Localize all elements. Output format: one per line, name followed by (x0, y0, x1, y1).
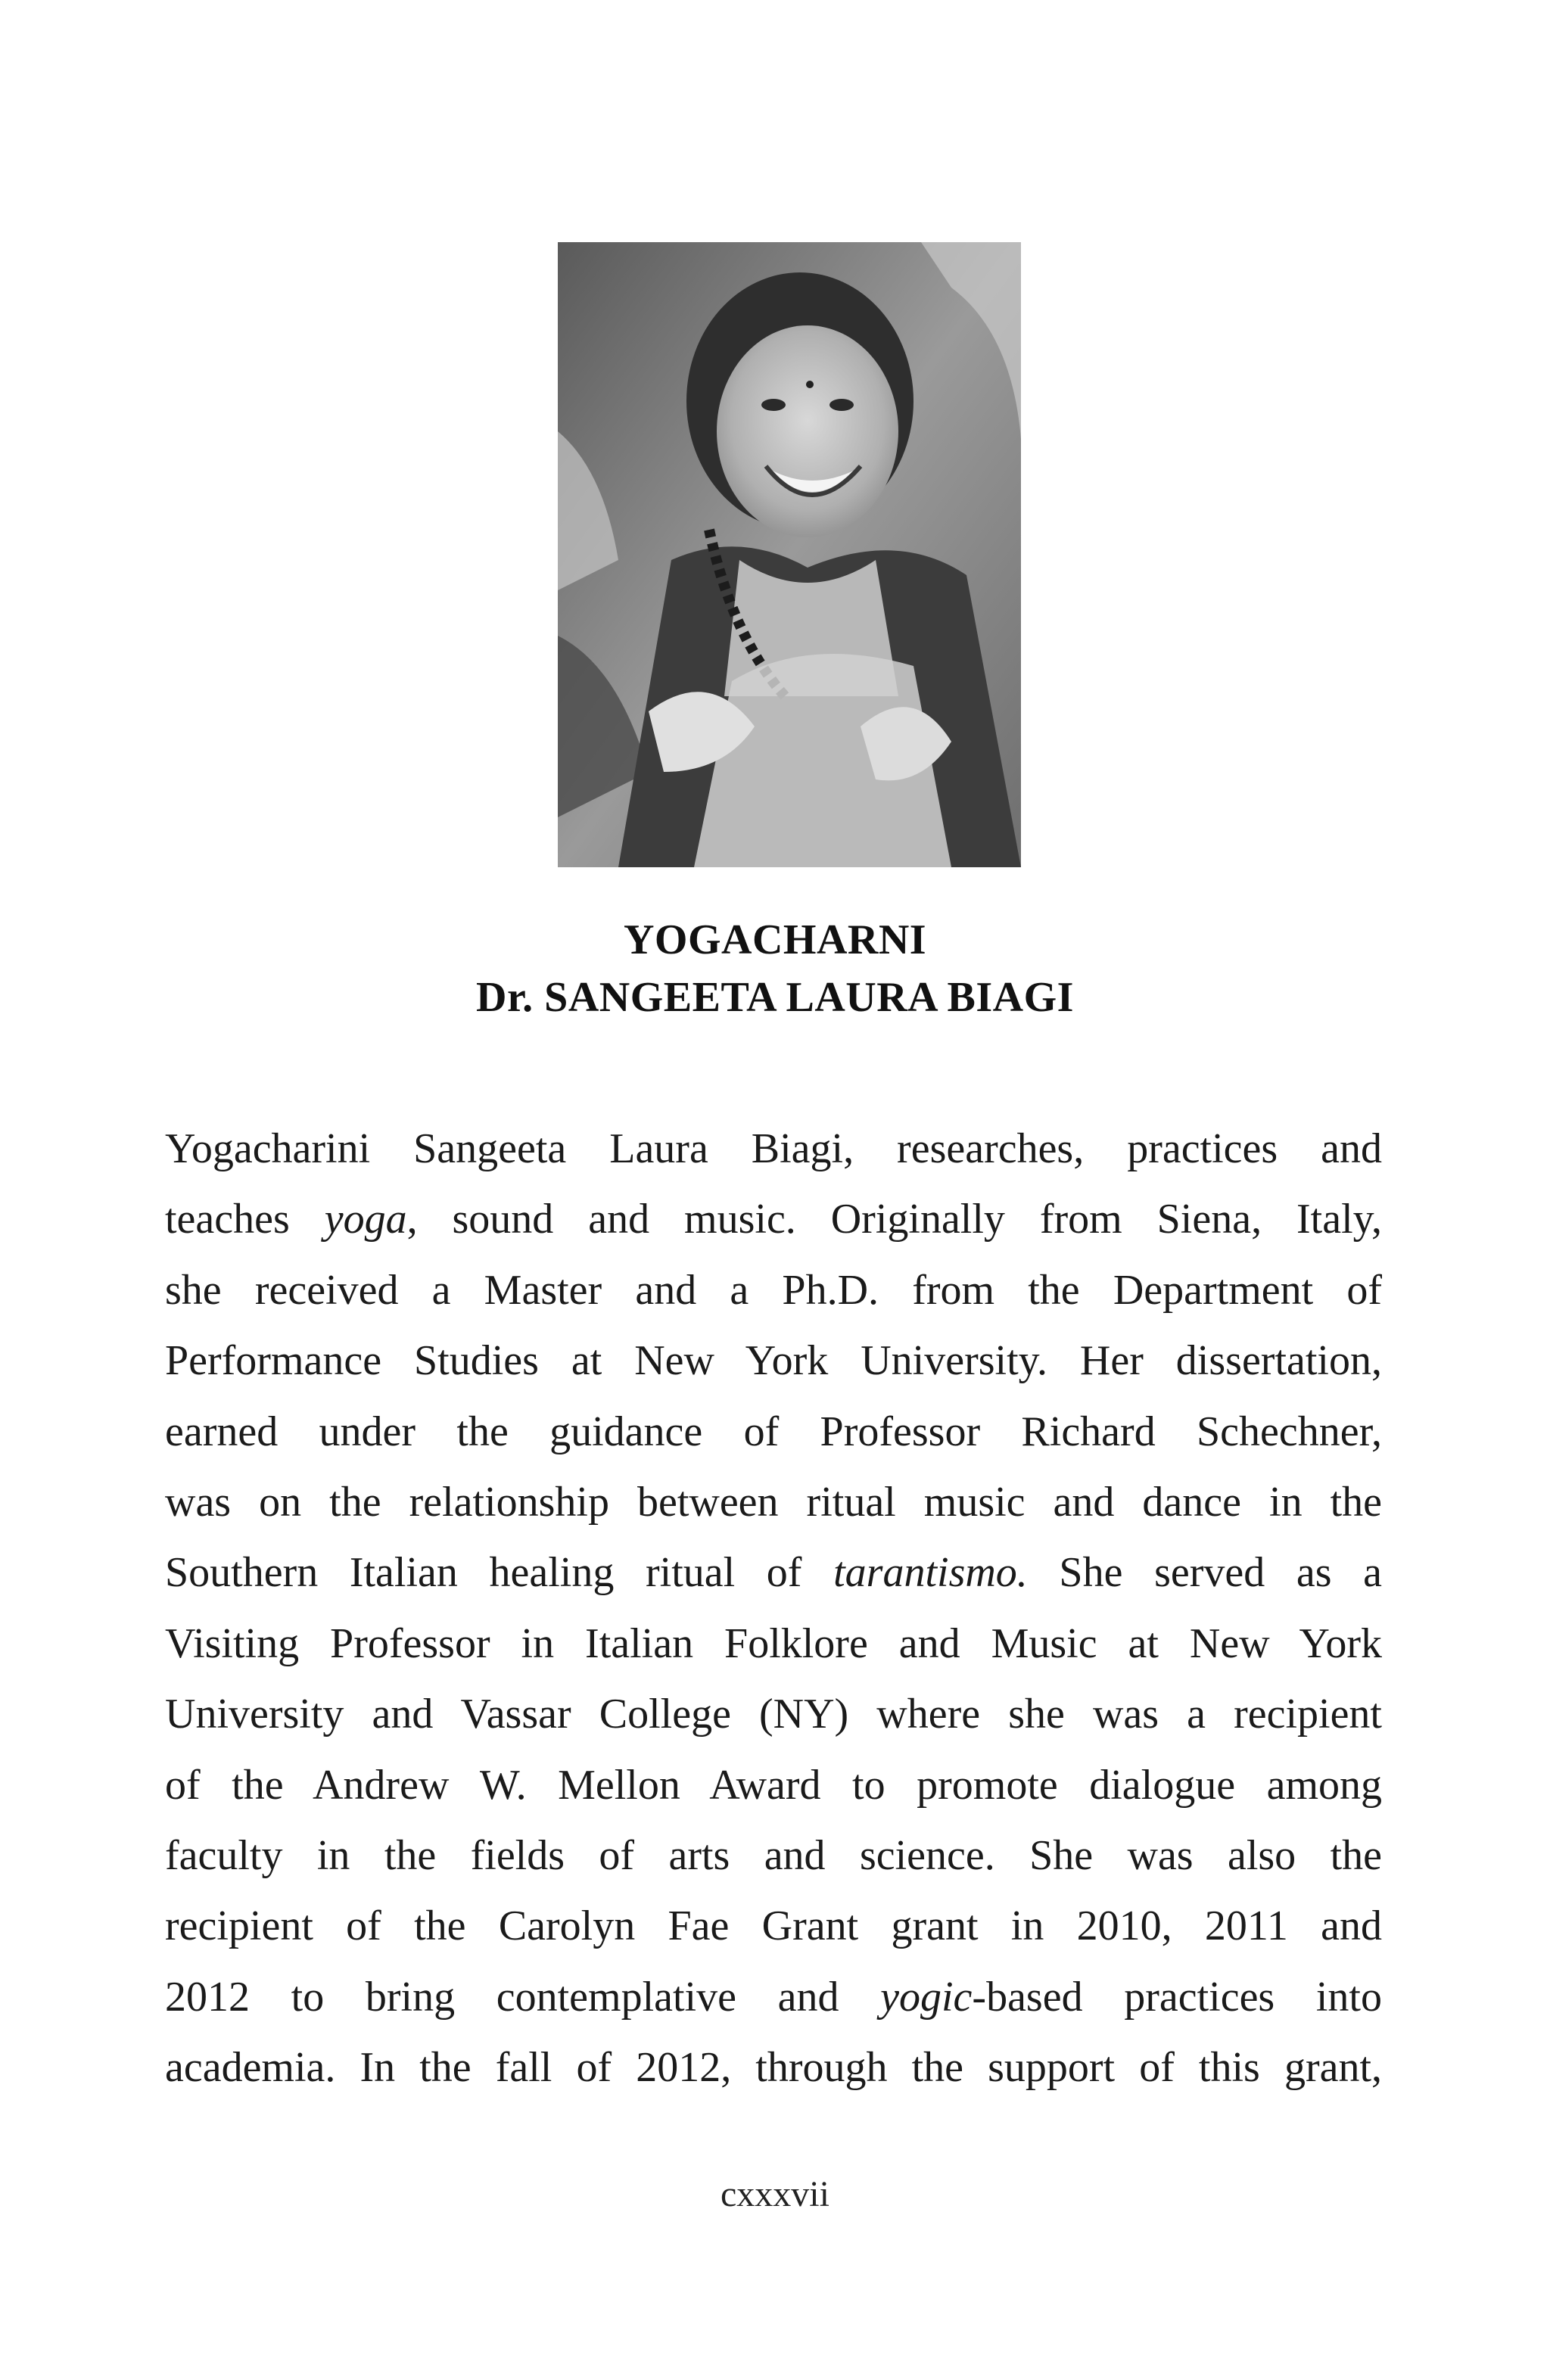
text-segment: Southern Italian healing ritual of (165, 1549, 834, 1597)
paragraph-line (165, 1609, 1382, 1679)
text-segment: Yogacharini Sangeeta Laura Biagi, researches, practices and (165, 1125, 1382, 1172)
paragraph-line (165, 1821, 1382, 1891)
author-title: YOGACHARNI (623, 916, 927, 963)
italic-term: yoga (324, 1196, 407, 1243)
text-segment: Visiting Professor in Italian Folklore and Music at New York (165, 1619, 1382, 1667)
paragraph-line (165, 1397, 1382, 1467)
paragraph-line (165, 1962, 1382, 2033)
paragraph-line (165, 1467, 1382, 1538)
paragraph-line (165, 1184, 1382, 1255)
paragraph-line (165, 1679, 1382, 1750)
paragraph-line (165, 2033, 1382, 2103)
text-segment: Performance Studies at New York University. Her dissertation, (165, 1337, 1382, 1385)
text-segment: recipient of the Carolyn Fae Grant grant in 2010, 2011 and (165, 1902, 1382, 1950)
biography-paragraph (165, 1114, 1382, 2103)
text-segment: earned under the guidance of Professor Richard Schechner, (165, 1408, 1382, 1455)
text-segment: she received a Master and a Ph.D. from the Department of (165, 1266, 1382, 1314)
author-portrait-photo (558, 242, 1021, 867)
paragraph-line (165, 1750, 1382, 1821)
paragraph-line (165, 1538, 1382, 1608)
paragraph-line (165, 1114, 1382, 1184)
text-segment: 2012 to bring contemplative and (165, 1973, 881, 2021)
text-segment: academia. In the fall of 2012, through the support of this grant, (165, 2044, 1382, 2092)
text-segment: -based practices into (972, 1973, 1382, 2021)
italic-term: tarantismo. (833, 1549, 1028, 1597)
author-name: Dr. SANGEETA LAURA BIAGI (476, 974, 1074, 1021)
text-segment: faculty in the fields of arts and science. She was also the (165, 1831, 1382, 1879)
page-number: cxxxvii (721, 2174, 829, 2214)
text-segment: teaches (165, 1196, 325, 1243)
paragraph-line (165, 1891, 1382, 1962)
text-segment: University and Vassar College (NY) where she was a recipient (165, 1691, 1382, 1738)
text-segment: She served as a (1027, 1549, 1382, 1597)
paragraph-line (165, 1326, 1382, 1396)
text-segment: , sound and music. Originally from Siena, Italy, (406, 1196, 1382, 1243)
text-segment: was on the relationship between ritual music and dance in the (165, 1478, 1382, 1526)
italic-term: yogic (880, 1973, 973, 2021)
paragraph-line (165, 1255, 1382, 1326)
text-segment: of the Andrew W. Mellon Award to promote dialogue among (165, 1761, 1382, 1809)
